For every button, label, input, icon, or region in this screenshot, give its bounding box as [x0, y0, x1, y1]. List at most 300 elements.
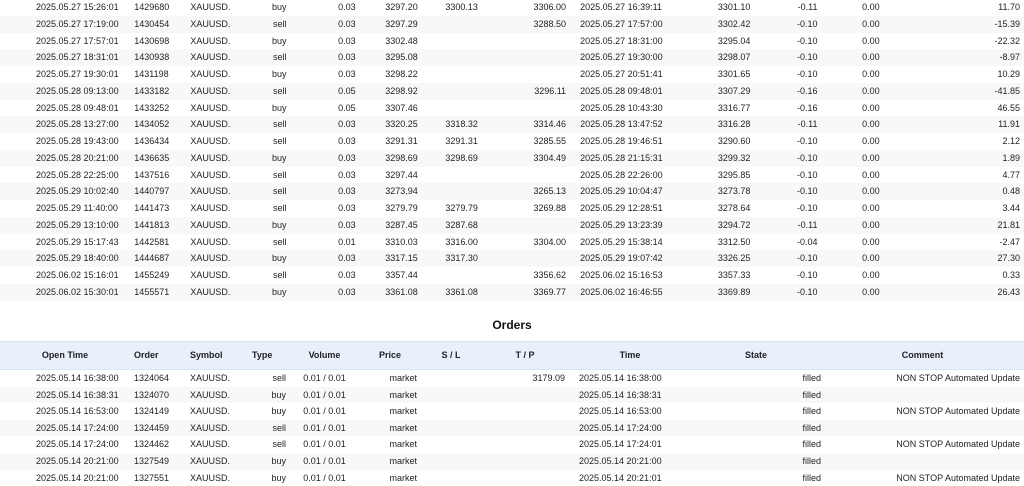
- deal-open-time: 2025.05.28 22:25:00: [36, 169, 119, 180]
- deal-tp: [482, 100, 570, 117]
- order-symbol: XAUUSD.: [190, 439, 231, 450]
- deal-close-time: 2025.05.27 18:31:00: [580, 35, 663, 46]
- order-comment: NON STOP Automated Update: [896, 373, 1020, 383]
- deal-tp: 3306.00: [533, 2, 567, 12]
- deal-volume: 0.03: [291, 250, 360, 267]
- order-type: buy: [248, 453, 290, 470]
- order-volume: 0.01 / 0.01: [303, 439, 346, 450]
- order-type: buy: [271, 406, 286, 417]
- deal-profit: -2.47: [999, 236, 1020, 247]
- order-open-time: 2025.05.14 16:53:00: [36, 406, 119, 417]
- deal-ticket: 1437516: [134, 169, 170, 180]
- deal-volume: 0.03: [291, 16, 360, 33]
- deal-close-time: 2025.05.27 16:39:11: [580, 2, 662, 12]
- order-order: 1324459: [130, 420, 186, 437]
- deal-open-time: 2025.05.28 09:13:00: [0, 83, 130, 100]
- deal-ticket: 1429680: [134, 2, 170, 12]
- order-type: sell: [272, 439, 286, 450]
- deal-tp: 3296.11: [482, 83, 570, 100]
- deal-symbol: XAUUSD.: [186, 183, 248, 200]
- order-symbol: XAUUSD.: [186, 420, 248, 437]
- deal-close-price: 3326.25: [692, 250, 754, 267]
- deal-ticket: 1455571: [130, 284, 186, 301]
- order-row: [0, 387, 1024, 404]
- order-open-time: 2025.05.14 17:24:00: [36, 439, 119, 450]
- deal-row: [0, 66, 1024, 83]
- deal-commission: -0.16: [754, 83, 821, 100]
- order-sl: [421, 436, 481, 453]
- deal-open-time: 2025.05.27 15:26:01: [36, 2, 119, 12]
- deal-ticket: 1431198: [134, 69, 169, 79]
- deal-volume: 0.05: [291, 83, 360, 100]
- deal-close-price: 3316.77: [717, 102, 751, 113]
- deal-symbol: XAUUSD.: [190, 169, 231, 180]
- deal-row: [0, 267, 1024, 284]
- deal-commission: -0.10: [797, 203, 818, 213]
- order-open-time: 2025.05.14 16:38:31: [0, 387, 130, 404]
- deal-row: [0, 250, 1024, 267]
- deal-open-price: 3295.08: [360, 49, 422, 66]
- deal-volume: 0.03: [291, 150, 360, 167]
- order-comment: [821, 387, 1024, 404]
- deal-symbol: XAUUSD.: [190, 102, 231, 113]
- deal-open-price: 3302.48: [385, 35, 418, 46]
- deal-commission: -0.10: [797, 270, 818, 280]
- deal-symbol: XAUUSD.: [190, 203, 231, 213]
- deal-commission: -0.10: [754, 16, 821, 33]
- deal-volume: 0.03: [338, 2, 356, 12]
- deal-close-time: 2025.05.28 09:48:01: [570, 83, 692, 100]
- order-volume: 0.01 / 0.01: [303, 406, 346, 417]
- deal-swap: 0.00: [862, 270, 880, 280]
- deal-tp: [482, 66, 570, 83]
- order-row: [0, 436, 1024, 453]
- deal-tp: [482, 167, 570, 184]
- deal-symbol: XAUUSD.: [186, 150, 248, 167]
- deal-close-price: 3302.42: [692, 16, 754, 33]
- deal-close-price: 3294.72: [692, 217, 754, 234]
- orders-section-title: Orders: [492, 318, 532, 332]
- deal-row: [0, 200, 1024, 217]
- deal-tp: 3285.55: [533, 136, 567, 146]
- deal-close-time: 2025.06.02 16:46:55: [570, 284, 692, 301]
- order-order: 1324149: [134, 406, 170, 417]
- order-type: sell: [248, 420, 290, 437]
- deal-close-price: 3290.60: [717, 136, 751, 146]
- deal-tp: 3314.46: [482, 116, 570, 133]
- deal-row: [0, 150, 1024, 167]
- order-time: 2025.05.14 16:53:00: [579, 406, 662, 417]
- deal-ticket: 1434052: [130, 116, 186, 133]
- deal-open-time: 2025.05.29 18:40:00: [0, 250, 130, 267]
- orders-table: [0, 341, 1024, 486]
- deal-sl: [422, 167, 482, 184]
- order-state: filled: [691, 387, 821, 404]
- order-symbol: XAUUSD.: [186, 453, 248, 470]
- deal-sl: [422, 100, 482, 117]
- deal-open-time: 2025.05.28 13:27:00: [0, 116, 130, 133]
- deal-row: [0, 0, 1024, 16]
- deal-close-price: 3312.50: [717, 236, 751, 247]
- deal-close-price: 3316.28: [692, 116, 754, 133]
- deal-tp: 3265.13: [482, 183, 570, 200]
- deal-close-time: 2025.05.28 19:46:51: [580, 136, 663, 146]
- order-order: 1324070: [130, 387, 186, 404]
- deal-commission: -0.10: [754, 284, 821, 301]
- deal-type: buy: [248, 250, 290, 267]
- deal-type: buy: [248, 284, 290, 301]
- order-tp: [481, 387, 569, 404]
- order-state: filled: [691, 453, 821, 470]
- deal-commission: -0.04: [797, 236, 818, 247]
- order-comment: NON STOP Automated Update: [896, 439, 1020, 450]
- deal-close-time: 2025.05.29 10:04:47: [570, 183, 692, 200]
- deal-ticket: 1455249: [134, 270, 170, 280]
- deal-swap: 0.00: [822, 217, 884, 234]
- order-volume: 0.01 / 0.01: [303, 472, 346, 483]
- order-time: 2025.05.14 16:38:31: [569, 387, 691, 404]
- order-open-time: 2025.05.14 16:38:00: [36, 373, 119, 383]
- order-row: [0, 420, 1024, 437]
- deal-open-time: 2025.05.28 20:21:00: [0, 150, 130, 167]
- deal-sl: 3317.30: [422, 250, 482, 267]
- deal-open-price: 3291.31: [385, 136, 418, 146]
- deal-sl: [422, 267, 482, 284]
- deal-sl: [422, 83, 482, 100]
- order-tp: [481, 453, 569, 470]
- deal-open-price: 3279.79: [385, 203, 418, 213]
- deal-symbol: XAUUSD.: [186, 217, 248, 234]
- deal-open-time: 2025.05.28 19:43:00: [36, 136, 119, 146]
- deal-commission: -0.10: [754, 250, 821, 267]
- deal-swap: 0.00: [822, 284, 884, 301]
- deal-sl: 3316.00: [445, 236, 478, 247]
- deal-close-price: 3295.04: [717, 35, 751, 46]
- deal-open-time: 2025.06.02 15:30:01: [0, 284, 130, 301]
- deal-volume: 0.03: [338, 69, 356, 79]
- deal-symbol: XAUUSD.: [190, 236, 231, 247]
- order-state: filled: [691, 420, 821, 437]
- order-comment: [821, 453, 1024, 470]
- order-symbol: XAUUSD.: [186, 387, 248, 404]
- deal-open-time: 2025.05.29 11:40:00: [36, 203, 118, 213]
- deal-open-price: 3287.45: [360, 217, 422, 234]
- deal-ticket: 1440797: [130, 183, 186, 200]
- deal-commission: -0.10: [797, 136, 818, 146]
- deal-profit: -41.85: [884, 83, 1024, 100]
- deal-type: sell: [248, 116, 290, 133]
- order-comment: NON STOP Automated Update: [896, 472, 1020, 483]
- deal-close-time: 2025.05.28 21:15:31: [570, 150, 692, 167]
- col-header-tp[interactable]: T / P: [481, 342, 569, 370]
- deal-sl: 3361.08: [422, 284, 482, 301]
- deal-swap: 0.00: [862, 35, 880, 46]
- col-header-type[interactable]: Type: [248, 342, 290, 370]
- order-row: [0, 453, 1024, 470]
- deal-symbol: XAUUSD.: [186, 250, 248, 267]
- deal-row: [0, 33, 1024, 50]
- col-header-symbol[interactable]: Symbol: [186, 342, 248, 370]
- deal-close-time: 2025.05.29 13:23:39: [570, 217, 692, 234]
- order-order: 1324462: [134, 439, 170, 450]
- deal-type: sell: [248, 16, 290, 33]
- deal-open-time: 2025.05.27 18:31:01: [0, 49, 130, 66]
- deal-tp: 3304.00: [533, 236, 567, 247]
- deal-profit: -22.32: [994, 35, 1020, 46]
- order-open-time: 2025.05.14 20:21:00: [36, 472, 119, 483]
- col-header-comment[interactable]: Comment: [821, 342, 1024, 370]
- deal-open-price: 3317.15: [360, 250, 422, 267]
- order-sl: [421, 370, 481, 387]
- deal-volume: 0.01: [338, 236, 356, 247]
- order-time: 2025.05.14 20:21:01: [579, 472, 662, 483]
- deal-type: buy: [248, 150, 290, 167]
- deal-volume: 0.03: [338, 270, 356, 280]
- deal-symbol: XAUUSD.: [190, 69, 231, 79]
- order-volume: 0.01 / 0.01: [303, 373, 346, 383]
- deal-row: [0, 217, 1024, 234]
- deal-ticket: 1441813: [130, 217, 186, 234]
- deal-close-price: 3307.29: [692, 83, 754, 100]
- deal-open-time: 2025.05.28 09:48:01: [36, 102, 119, 113]
- deal-tp: [482, 49, 570, 66]
- deal-commission: -0.11: [754, 116, 821, 133]
- deal-row: [0, 284, 1024, 301]
- deal-swap: 0.00: [822, 116, 884, 133]
- deal-profit: -8.97: [884, 49, 1024, 66]
- col-header-order[interactable]: Order: [130, 342, 186, 370]
- deal-ticket: 1430698: [134, 35, 170, 46]
- order-volume: 0.01 / 0.01: [290, 387, 359, 404]
- deal-tp: [482, 250, 570, 267]
- deal-swap: 0.00: [862, 69, 880, 79]
- deal-close-time: 2025.05.27 20:51:41: [580, 69, 663, 79]
- order-price: market: [389, 406, 417, 417]
- deal-sl: 3300.13: [445, 2, 478, 12]
- deal-volume: 0.03: [338, 203, 356, 213]
- order-comment: [821, 420, 1024, 437]
- deal-profit: 11.70: [998, 2, 1020, 12]
- deal-swap: 0.00: [862, 236, 880, 247]
- order-state: filled: [802, 472, 821, 483]
- deal-volume: 0.03: [338, 136, 356, 146]
- deal-ticket: 1433182: [130, 83, 186, 100]
- deal-close-price: 3273.78: [692, 183, 754, 200]
- deal-symbol: XAUUSD.: [190, 35, 231, 46]
- deal-profit: 3.44: [1002, 203, 1020, 213]
- deal-tp: 3369.77: [482, 284, 570, 301]
- deal-tp: 3304.49: [482, 150, 570, 167]
- deal-commission: -0.10: [754, 150, 821, 167]
- deal-volume: 0.03: [291, 217, 360, 234]
- deal-open-price: 3357.44: [385, 270, 418, 280]
- deal-sl: [422, 66, 482, 83]
- deal-open-price: 3273.94: [360, 183, 422, 200]
- order-row: [0, 370, 1024, 387]
- order-price: market: [359, 387, 421, 404]
- col-header-price[interactable]: Price: [359, 342, 421, 370]
- deal-row: [0, 49, 1024, 66]
- order-symbol: XAUUSD.: [190, 472, 231, 483]
- deal-close-time: 2025.05.28 13:47:52: [570, 116, 692, 133]
- order-row: [0, 470, 1024, 486]
- deal-open-price: 3297.20: [385, 2, 418, 12]
- deal-close-price: 3357.33: [717, 270, 751, 280]
- order-tp: [481, 436, 569, 453]
- order-type: buy: [271, 472, 286, 483]
- deal-commission: -0.11: [754, 217, 821, 234]
- deal-profit: 26.43: [884, 284, 1024, 301]
- col-header-time[interactable]: Time: [569, 342, 691, 370]
- order-order: 1327551: [134, 472, 170, 483]
- order-price: market: [359, 420, 421, 437]
- deal-close-time: 2025.05.29 12:28:51: [580, 203, 663, 213]
- order-state: filled: [802, 406, 821, 417]
- deal-close-time: 2025.06.02 15:16:53: [580, 270, 663, 280]
- deal-open-time: 2025.05.29 15:17:43: [36, 236, 119, 247]
- deal-ticket: 1444687: [130, 250, 186, 267]
- deal-open-time: 2025.05.29 13:10:00: [0, 217, 130, 234]
- deal-sl: [422, 33, 482, 50]
- order-price: market: [389, 472, 417, 483]
- order-order: 1324064: [134, 373, 170, 383]
- deal-sl: [422, 49, 482, 66]
- col-header-volume[interactable]: Volume: [290, 342, 359, 370]
- deal-sl: 3279.79: [445, 203, 478, 213]
- order-tp: [481, 420, 569, 437]
- deal-row: [0, 16, 1024, 33]
- deal-open-time: 2025.05.29 10:02:40: [0, 183, 130, 200]
- deal-row: [0, 183, 1024, 200]
- order-order: 1327549: [130, 453, 186, 470]
- deal-close-price: 3278.64: [717, 203, 751, 213]
- deal-open-price: 3298.22: [385, 69, 418, 79]
- deal-row: [0, 116, 1024, 133]
- deal-profit: 1.89: [884, 150, 1024, 167]
- deal-close-time: 2025.05.28 10:43:30: [580, 102, 663, 113]
- deal-row: [0, 133, 1024, 150]
- deal-symbol: XAUUSD.: [186, 16, 248, 33]
- deal-symbol: XAUUSD.: [190, 136, 231, 146]
- col-header-sl[interactable]: S / L: [421, 342, 481, 370]
- deal-close-price: 3301.65: [717, 69, 751, 79]
- order-time: 2025.05.14 16:38:00: [579, 373, 662, 383]
- order-time: 2025.05.14 17:24:00: [569, 420, 691, 437]
- order-time: 2025.05.14 17:24:01: [579, 439, 662, 450]
- deal-tp: 3356.62: [533, 270, 567, 280]
- deal-swap: 0.00: [822, 250, 884, 267]
- deal-volume: 0.03: [338, 169, 356, 180]
- order-sl: [421, 420, 481, 437]
- deal-ticket: 1442581: [134, 236, 170, 247]
- deal-close-time: 2025.05.28 22:26:00: [580, 169, 663, 180]
- col-header-open-time[interactable]: Open Time: [0, 342, 130, 370]
- deal-sl: 3291.31: [445, 136, 478, 146]
- deal-profit: 27.30: [884, 250, 1024, 267]
- deal-open-price: 3310.03: [385, 236, 418, 247]
- order-sl: [421, 470, 481, 486]
- deal-symbol: XAUUSD.: [186, 49, 248, 66]
- deal-close-time: 2025.05.27 19:30:00: [570, 49, 692, 66]
- order-tp: [481, 470, 569, 486]
- order-price: market: [389, 439, 417, 450]
- deal-volume: 0.03: [291, 183, 360, 200]
- deal-commission: -0.10: [754, 49, 821, 66]
- deal-row: [0, 167, 1024, 184]
- order-price: market: [389, 373, 417, 383]
- deal-type: sell: [273, 270, 287, 280]
- deal-close-price: 3298.07: [692, 49, 754, 66]
- deal-open-price: 3297.29: [360, 16, 422, 33]
- deal-swap: 0.00: [862, 2, 880, 12]
- col-header-state[interactable]: State: [691, 342, 821, 370]
- deal-type: buy: [248, 217, 290, 234]
- deal-commission: -0.10: [797, 69, 818, 79]
- deal-type: sell: [273, 203, 287, 213]
- deal-volume: 0.03: [291, 116, 360, 133]
- deal-type: sell: [248, 83, 290, 100]
- deal-profit: 2.12: [1002, 136, 1020, 146]
- order-price: market: [359, 453, 421, 470]
- order-sl: [421, 453, 481, 470]
- deal-profit: 10.29: [997, 69, 1020, 79]
- order-volume: 0.01 / 0.01: [290, 453, 359, 470]
- deal-close-time: 2025.05.29 15:38:14: [580, 236, 663, 247]
- deal-profit: 46.55: [997, 102, 1020, 113]
- order-symbol: XAUUSD.: [190, 406, 231, 417]
- deal-symbol: XAUUSD.: [186, 83, 248, 100]
- deal-swap: 0.00: [862, 136, 880, 146]
- order-time: 2025.05.14 20:21:00: [569, 453, 691, 470]
- deal-open-price: 3298.92: [360, 83, 422, 100]
- deal-type: sell: [273, 169, 287, 180]
- deal-close-time: 2025.05.29 19:07:42: [570, 250, 692, 267]
- deal-profit: 0.33: [1002, 270, 1020, 280]
- deal-sl: 3287.68: [422, 217, 482, 234]
- deal-symbol: XAUUSD.: [186, 116, 248, 133]
- order-open-time: 2025.05.14 17:24:00: [0, 420, 130, 437]
- deal-symbol: XAUUSD.: [186, 284, 248, 301]
- deal-type: buy: [272, 102, 287, 113]
- deal-swap: 0.00: [822, 150, 884, 167]
- deal-open-price: 3297.44: [385, 169, 418, 180]
- order-comment: NON STOP Automated Update: [896, 406, 1020, 417]
- deal-volume: 0.03: [291, 284, 360, 301]
- order-tp: 3179.09: [532, 373, 565, 383]
- deal-tp: [482, 217, 570, 234]
- deal-ticket: 1430454: [130, 16, 186, 33]
- deal-close-price: 3301.10: [717, 2, 751, 12]
- deal-tp: [482, 33, 570, 50]
- deal-sl: 3298.69: [422, 150, 482, 167]
- order-volume: 0.01 / 0.01: [290, 420, 359, 437]
- deal-symbol: XAUUSD.: [190, 2, 231, 12]
- deal-open-time: 2025.05.27 17:19:00: [0, 16, 130, 33]
- deal-open-time: 2025.05.27 17:57:01: [36, 35, 119, 46]
- deal-volume: 0.05: [338, 102, 356, 113]
- deal-sl: [422, 183, 482, 200]
- deal-commission: -0.10: [797, 169, 818, 180]
- deal-swap: 0.00: [862, 169, 880, 180]
- deal-open-price: 3298.69: [360, 150, 422, 167]
- deal-open-price: 3320.25: [360, 116, 422, 133]
- deal-commission: -0.10: [797, 35, 818, 46]
- deal-sl: [422, 16, 482, 33]
- deal-open-price: 3307.46: [385, 102, 418, 113]
- deal-ticket: 1441473: [134, 203, 170, 213]
- deal-type: sell: [273, 236, 287, 247]
- deal-ticket: 1433252: [134, 102, 170, 113]
